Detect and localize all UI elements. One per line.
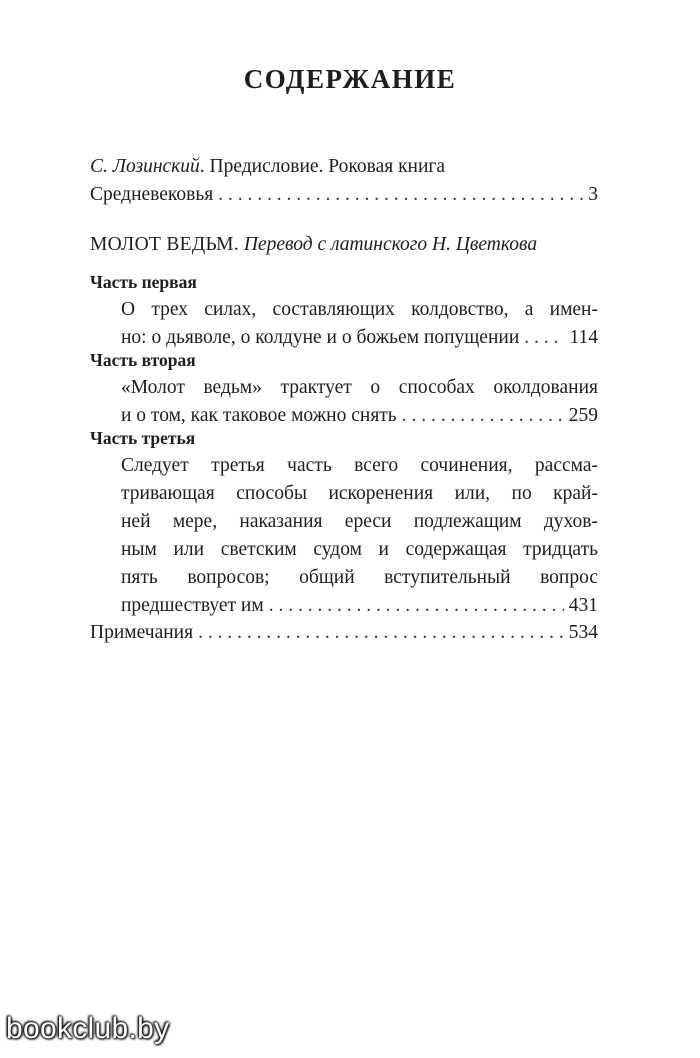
part2-description: [90, 374, 598, 430]
part1-description: [90, 296, 598, 352]
section-translator: Перевод с латинского Н. Цветкова: [243, 234, 538, 255]
toc-entry-part2: [90, 346, 598, 430]
part2-heading: Часть вторая: [90, 350, 196, 370]
part3-last-line: [121, 592, 598, 620]
part3-line: предшествует им: [121, 595, 264, 616]
section-heading: [90, 231, 598, 259]
notes-page-number: 534: [568, 622, 598, 643]
preface-line-2: [90, 181, 598, 209]
page-title: СОДЕРЖАНИЕ: [243, 64, 457, 94]
part3-line: пять вопросов; общий вступительный вопрос: [121, 567, 598, 588]
preface-title-part1: . Предисловие. Роковая книга: [199, 156, 446, 177]
part1-heading: Часть первая: [90, 272, 197, 292]
toc-entry-part3: [90, 424, 598, 620]
leader-dots: [269, 592, 564, 620]
preface-line-1: [90, 153, 598, 181]
notes-label: Примечания: [90, 622, 194, 643]
part1-line: но: о дьяволе, о колдуне и о божьем попущении: [121, 327, 520, 348]
part3-line: Следует третья часть всего сочинения, рассма-: [121, 455, 598, 476]
section-title: МОЛОТ ВЕДЬМ.: [90, 234, 239, 255]
toc-entry-preface: [90, 153, 598, 209]
preface-page-number: 3: [588, 184, 598, 205]
preface-title-part2: Средневековья: [90, 184, 214, 205]
part1-line: О трех силах, составляющих колдовство, а имен-: [121, 299, 598, 320]
watermark: bookclub.by: [6, 1012, 170, 1045]
part3-line: ным или светским судом и содержащая тридцать: [121, 539, 598, 560]
part2-line: и о том, как таковое можно снять: [121, 405, 397, 426]
part3-line: тривающая способы искоренения или, по край-: [121, 483, 598, 504]
part2-page-number: 259: [568, 405, 598, 426]
toc-entry-part1: [90, 268, 598, 352]
part3-description: [90, 452, 598, 620]
notes-line: [90, 619, 598, 647]
part2-line: «Молот ведьм» трактует о способах околдования: [121, 377, 598, 398]
part1-page-number: 114: [569, 327, 598, 348]
part3-page-number: 431: [568, 595, 598, 616]
leader-dots: [218, 181, 583, 209]
part3-heading: Часть третья: [90, 428, 196, 448]
toc-entry-notes: [90, 619, 598, 647]
preface-author: С. Лозинский: [90, 156, 200, 177]
leader-dots: [198, 619, 564, 647]
part3-line: ней мере, наказания ереси подлежащим духов-: [121, 511, 598, 532]
